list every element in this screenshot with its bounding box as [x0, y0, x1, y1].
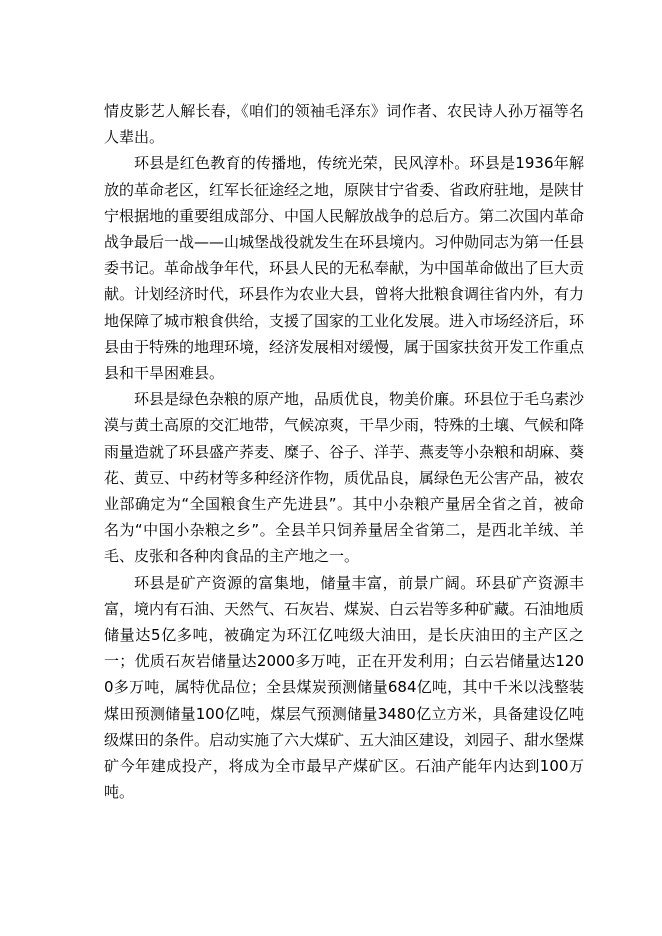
paragraph-continuation: 情皮影艺人解长春，《咱们的领袖毛泽东》词作者、农民诗人孙万福等名人辈出。 [104, 102, 584, 147]
body-text [104, 98, 584, 805]
paragraph-red-education: 环县是红色教育的传播地，传统光荣，民风淳朴。环县是1936年解放的革命老区，红军长征途经之地，原陕甘宁省委、省政府驻地，是陕甘宁根据地的重要组成部分、中国人民解放战争的总后方。第二次国内革命战争最后一战——山城堡战役就发生在环县境内。习仲勋同志为第一任县委书记。革命战争年代，环县人民的无私奉献，为中国革命做出了巨大贡献。计划经济时代，环县作为农业大县，曾将大批粮食调往省内外，有力地保障了城市粮食供给，支援了国家的工业化发展。进入市场经济后，环县由于特殊的地理环境，经济发展相对缓慢，属于国家扶贫开发工作重点县和干旱困难县。 [104, 154, 585, 383]
paragraph-mineral-resources: 环县是矿产资源的富集地，储量丰富，前景广阔。环县矿产资源丰富，境内有石油、天然气、石灰岩、煤炭、白云岩等多种矿藏。石油地质储量达5亿多吨，被确定为环江亿吨级大油田，是长庆油田的主产区之一；优质石灰岩储量达2000多万吨，正在开发利用；白云岩储量达1200多万吨，属特优品位；全县煤炭预测储量684亿吨，其中千米以浅整装煤田预测储量100亿吨，煤层气预测储量3480亿立方米，具备建设亿吨级煤田的条件。启动实施了六大煤矿、五大油区建设，刘园子、甜水堡煤矿今年建成投产，将成为全市最早产煤矿区。石油产能年内达到100万吨。 [104, 573, 585, 802]
paragraph-green-grain: 环县是绿色杂粮的原产地，品质优良，物美价廉。环县位于毛乌素沙漠与黄土高原的交汇地带，气候凉爽，干旱少雨，特殊的土壤、气候和降雨量造就了环县盛产荞麦、糜子、谷子、洋芋、燕麦等小杂粮和胡麻、葵花、黄豆、中药材等多种经济作物，质优品良，属绿色无公害产品，被农业部确定为“全国粮食生产先进县”。其中小杂粮产量居全省之首，被命名为“中国小杂粮之乡”。全县羊只饲养量居全省第二，是西北羊绒、羊毛、皮张和各种肉食品的主产地之一。 [104, 390, 585, 566]
